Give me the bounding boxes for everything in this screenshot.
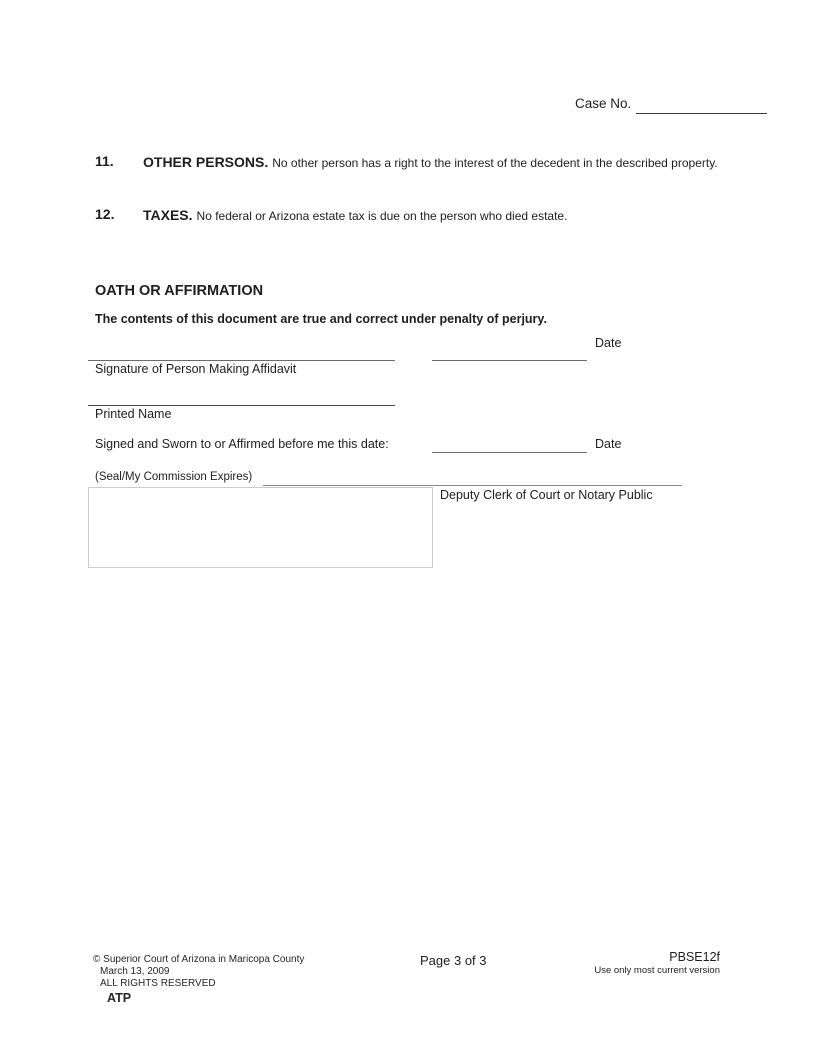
footer-left-block	[93, 954, 304, 1004]
item-11	[143, 153, 737, 172]
item-11-number: 11.	[95, 153, 114, 169]
footer-copyright: © Superior Court of Arizona in Maricopa County	[93, 954, 305, 965]
case-no-blank-line[interactable]	[636, 113, 767, 114]
item-12-text: No federal or Arizona estate tax is due on the person who died estate.	[196, 209, 568, 223]
item-12-number: 12.	[95, 206, 115, 222]
deputy-clerk-caption: Deputy Clerk of Court or Notary Public	[440, 488, 653, 502]
item-11-text: No other person has a right to the interest of the decedent in the described property.	[272, 156, 718, 170]
item-11-title: OTHER PERSONS.	[143, 154, 269, 170]
footer-dept-code: ATP	[107, 990, 132, 1005]
footer-right-block	[594, 950, 720, 976]
signature-caption: Signature of Person Making Affidavit	[95, 362, 297, 376]
item-12	[143, 206, 737, 225]
footer-rights: ALL RIGHTS RESERVED	[100, 978, 216, 990]
item-12-title: TAXES.	[143, 207, 193, 223]
oath-statement: The contents of this document are true and correct under penalty of perjury.	[95, 312, 547, 326]
printed-name-blank-line[interactable]	[88, 405, 395, 406]
sworn-date-label: Date	[595, 437, 622, 451]
deputy-clerk-signature-line[interactable]	[263, 485, 682, 486]
footer-date: March 13, 2009	[100, 966, 170, 978]
case-no-label: Case No.	[575, 96, 632, 111]
page-indicator: Page 3 of 3	[420, 953, 487, 968]
oath-section-heading: OATH OR AFFIRMATION	[95, 283, 264, 299]
signature-date-blank-line[interactable]	[432, 360, 587, 361]
printed-name-caption: Printed Name	[95, 407, 172, 421]
signature-blank-line[interactable]	[88, 360, 395, 361]
sworn-date-blank-line[interactable]	[432, 452, 587, 453]
seal-caption: (Seal/My Commission Expires)	[95, 471, 253, 483]
form-code: PBSE12f	[669, 950, 720, 964]
signature-date-label: Date	[595, 336, 622, 350]
version-note: Use only most current version	[594, 965, 720, 976]
notary-seal-box[interactable]	[88, 487, 433, 568]
sworn-statement-label: Signed and Sworn to or Affirmed before me this date:	[95, 437, 389, 451]
